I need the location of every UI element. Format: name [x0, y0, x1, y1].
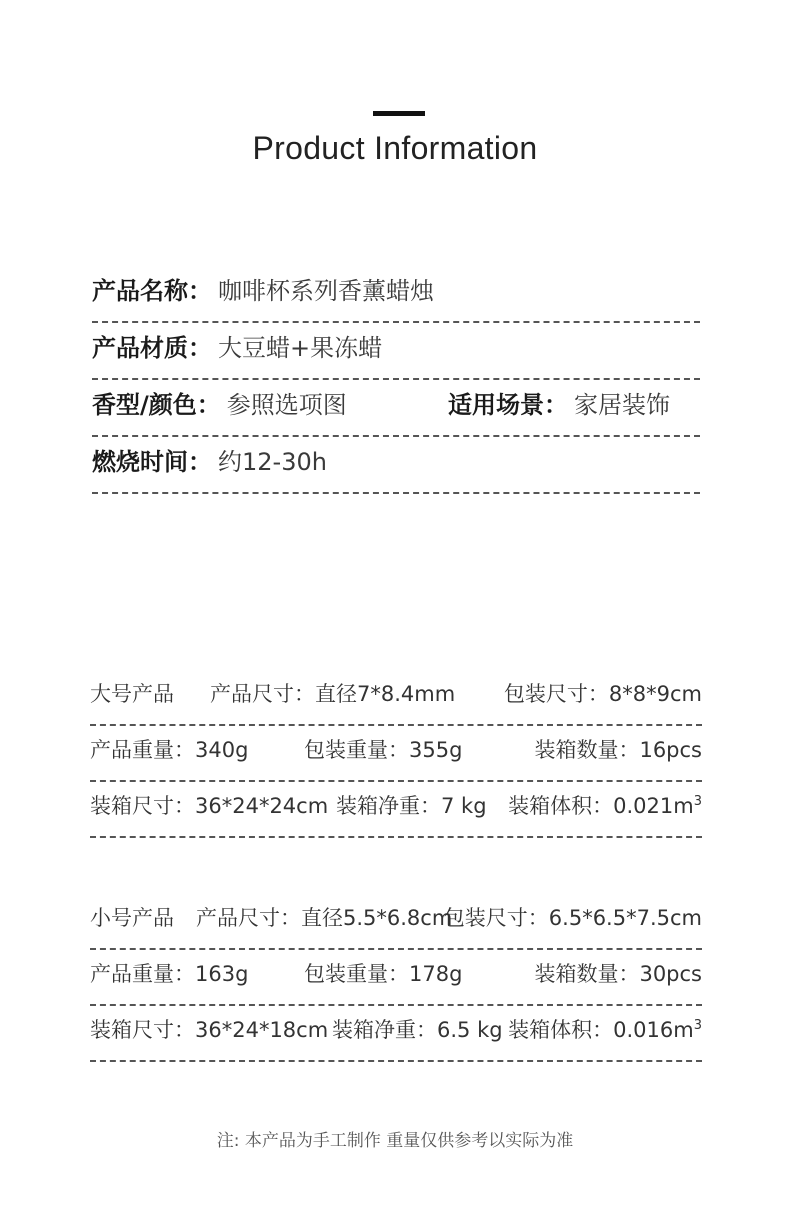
cubic-superscript: 3	[693, 794, 702, 809]
size-label: 小号产品	[90, 906, 174, 930]
cubic-superscript: 3	[693, 1018, 702, 1033]
info-value: 家居装饰	[574, 391, 670, 419]
spec-row	[90, 670, 702, 726]
carton-net-weight: 装箱净重：7 kg	[336, 794, 487, 818]
spec-row	[90, 1006, 702, 1062]
page-title: Product Information	[252, 130, 538, 166]
info-label: 燃烧时间：	[92, 448, 212, 476]
dashed-divider	[92, 492, 700, 494]
package-weight: 包装重量：178g	[304, 962, 463, 986]
product-weight: 产品重量：340g	[90, 738, 249, 762]
info-label: 产品材质：	[92, 334, 212, 362]
package-size: 包装尺寸：8*8*9cm	[503, 682, 702, 706]
carton-volume: 装箱体积：$0.016m^3$	[508, 1018, 702, 1042]
header-accent-bar	[373, 111, 425, 116]
footnote: 注: 本产品为手工制作 重量仅供参考以实际为准	[216, 1131, 574, 1151]
product-info-list	[92, 266, 700, 494]
info-row-material	[92, 323, 700, 380]
package-weight: 包装重量：355g	[304, 738, 463, 762]
spec-row	[90, 726, 702, 782]
size-label: 大号产品	[90, 682, 174, 706]
info-row-name	[92, 266, 700, 323]
info-label: 产品名称：	[92, 277, 212, 305]
package-size: 包装尺寸：6.5*6.5*7.5cm	[443, 906, 702, 930]
spec-row	[90, 782, 702, 838]
product-size: 产品尺寸：直径7*8.4mm	[210, 682, 456, 706]
carton-quantity: 装箱数量：30pcs	[534, 962, 702, 986]
info-row-scent-scene	[92, 380, 700, 437]
info-value: 约12-30h	[218, 448, 327, 476]
info-value: 大豆蜡+果冻蜡	[218, 334, 383, 362]
carton-quantity: 装箱数量：16pcs	[534, 738, 702, 762]
info-label: 适用场景：	[448, 391, 568, 419]
info-row-burn-time	[92, 437, 700, 494]
info-value: 参照选项图	[226, 391, 347, 419]
carton-size: 装箱尺寸：36*24*18cm	[90, 1018, 329, 1042]
dashed-divider	[90, 1060, 702, 1062]
carton-net-weight: 装箱净重：6.5 kg	[332, 1018, 503, 1042]
info-label: 香型/颜色：	[92, 391, 221, 419]
spec-row	[90, 950, 702, 1006]
carton-volume: 装箱体积：$0.021m^3$	[508, 794, 702, 818]
spec-row	[90, 894, 702, 950]
product-size: 产品尺寸：直径5.5*6.8cm	[196, 906, 453, 930]
dashed-divider	[90, 836, 702, 838]
small-size-specs	[90, 894, 702, 1062]
large-size-specs	[90, 670, 702, 838]
info-value: 咖啡杯系列香薰蜡烛	[218, 277, 434, 305]
product-weight: 产品重量：163g	[90, 962, 249, 986]
carton-size: 装箱尺寸：36*24*24cm	[90, 794, 329, 818]
